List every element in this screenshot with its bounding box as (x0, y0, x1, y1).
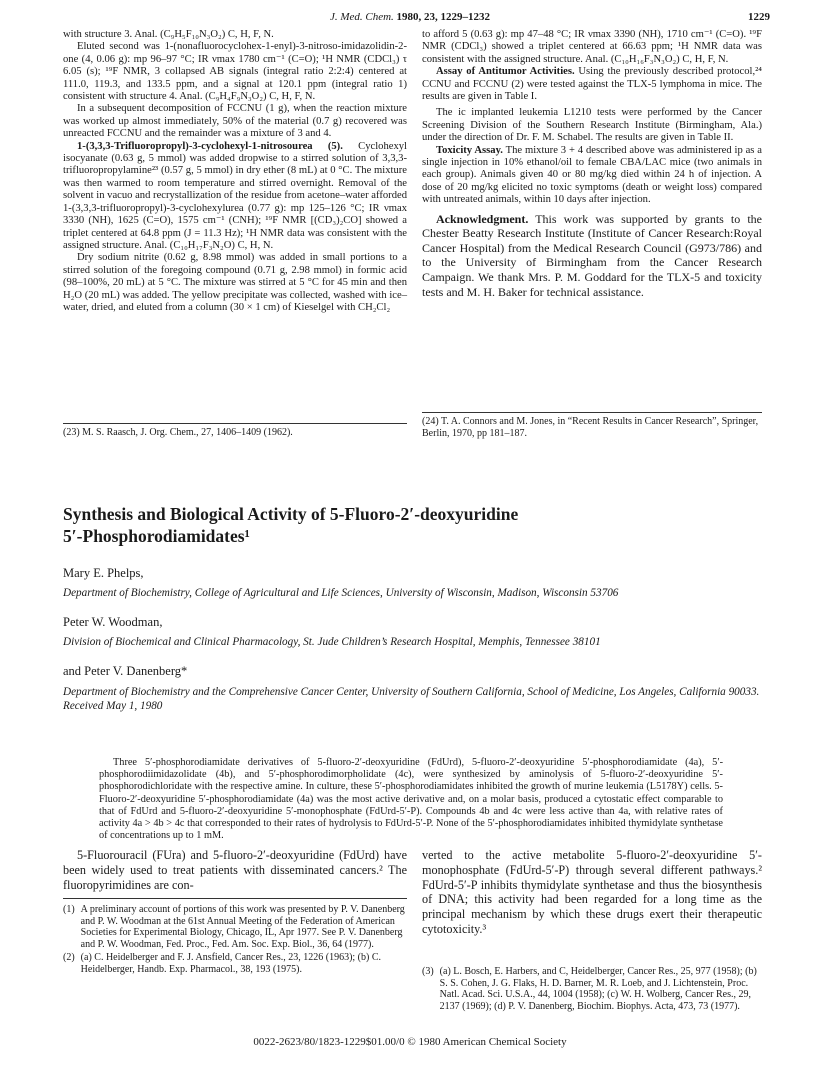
article-title (63, 503, 763, 547)
author-name: and Peter V. Danenberg* (63, 664, 188, 678)
right-column (422, 29, 762, 299)
intro-paragraph-continued: verted to the active metabolite 5-fluoro-2′-deoxyuridine 5′-monophosphate (FdUrd-5′-P) through several different pathways.² FdUrd-5′-P inhibits thymidylate synthetase and thus the biosynthesis of DNA; this activity had been regarded for a long time as the principal mechanism by which these drugs exert their therapeutic cytotoxicity.³ (422, 848, 762, 936)
footnote: (24) T. A. Connors and M. Jones, in “Recent Results in Cancer Research”, Springer, Berlin, 1970, pp 181–187. (422, 416, 759, 439)
paragraph-body: Cyclohexyl isocyanate (0.63 g, 5 mmol) was added dropwise to a stirred solution of 3,3,3-trifluoropropylamine²³ (0.57 g, 5 mmol) in dry ether (8 mL) at 0 °C. The mixture was then warmed to room temperature and stirred overnight. Removal of the solvent in vacuo and recrystallization of the residue from acetone–water afforded 1-(3,3,3-trifluoropropyl)-3-cyclohexylurea (0.77 g): mp 125–126 °C; IR νmax 3330 (NH), 1625 (C=O), 1575 cm⁻¹ (CNH); ¹⁹F NMR [(CD₃)₂CO] showed a triplet centered at 64.8 ppm (J = 11.3 Hz); ¹H NMR data was consistent with the assigned structure. Anal. (C₁₀H₁₇F₃N₂O) C, H, N. (63, 140, 407, 251)
journal-name: J. Med. Chem. (329, 11, 394, 23)
abstract: Three 5′-phosphorodiamidate derivatives of 5-fluoro-2′-deoxyuridine (FdUrd), 5-fluoro-2′-deoxyuridine 5′-phosphorodiamidate (4a), 5′-phosphorodiimidazolidate (4b), and 5′-phosphorodimorpholidate (4c), were synthesized by aminolysis of 5-fluoro-2′-deoxyuridine 5′-phosphorodichloridate with the respective amine. In culture, these 5′-phosphorodiamidates inhibited the growth of murine leukemia (L5178Y) cells. 5-Fluoro-2′-deoxyuridine 5′-phosphorodiamidate (4a) was the most active derivative and, on a molar basis, produced a cytostatic effect comparable to that of FdUrd and 5-fluoro-2′-deoxyuridine 5′-monophosphate (FdUrd-5′-P). Compounds 4b and 4c were less active than 4a, with relative rates of activity 4a > 4b > 4c that corresponded to their rates of hydrolysis to FdUrd-5′-P. None of the 5′-phosphorodiamidates inhibited thymidylate synthetase of concentrations up to 1 mM. (99, 757, 723, 842)
footnote-rule (63, 898, 407, 899)
acknowledgment-heading: Acknowledgment. (436, 211, 529, 226)
running-head (0, 11, 820, 25)
author-affiliation: Division of Biochemical and Clinical Pharmacology, St. Jude Children’s Research Hospital, Memphis, Tennessee 38101 (63, 636, 601, 648)
paragraph: The ic implanted leukemia L1210 tests were performed by the Cancer Screening Division of the Southern Research Institute (Birmingham, Ala.) under the direction of Dr. F. M. Schabel. The results are given in Table II. (422, 107, 762, 144)
paragraph (63, 141, 407, 253)
title-line: Synthesis and Biological Activity of 5-Fluoro-2′-deoxyuridine (63, 504, 519, 524)
footnote (63, 952, 407, 975)
left-column (63, 29, 407, 314)
section-heading: Assay of Antitumor Activities. (436, 66, 575, 78)
copyright-line: 0022-2623/80/1823-1229$01.00/0 © 1980 American Chemical Society (253, 1036, 567, 1048)
footnote-number: (3) (422, 966, 434, 977)
paragraph: Dry sodium nitrite (0.62 g, 8.98 mmol) was added in small portions to a stirred solution of the foregoing compound (0.71 g, 2.98 mmol) in formic acid (98–100%, 20 mL) at 5 °C. The mixture was stirred at 5 °C for 45 min and then H₂O (20 mL) was added. The yellow precipitate was collected, washed with ice–water, dried, and eluted from a column (30 × 1 cm) of Kieselgel with CH₂Cl₂ (63, 252, 407, 313)
paragraph: In a subsequent decomposition of FCCNU (1 g), when the reaction mixture was worked up almost immediately, 50% of the material (0.7 g) recovered was unreacted FCCNU and the remainder was a mixture of 3 and 4. (63, 103, 407, 140)
paragraph: with structure 3. Anal. (C₉H₅F₁₀N₃O₂) C, H, F, N. (63, 29, 274, 40)
intro-paragraph: 5-Fluorouracil (FUra) and 5-fluoro-2′-deoxyuridine (FdUrd) have been widely used to treat patients with disseminated cancers.² The fluoropyrimidines are con- (63, 848, 407, 892)
journal-citation (0, 11, 820, 23)
footnote-text: (a) C. Heidelberger and F. J. Ansfield, Cancer Res., 23, 1226 (1963); (b) C. Heidelberger, Handb. Exp. Pharmacol., 38, 193 (1975). (80, 952, 382, 975)
section-heading: Toxicity Assay. (436, 144, 503, 156)
author-affiliation: Department of Biochemistry and the Comprehensive Cancer Center, University of Southern California, School of Medicine, Los Angeles, California 90033. Received May 1, 1980 (63, 686, 760, 712)
author-name: Mary E. Phelps, (63, 566, 144, 580)
acknowledgment-body: This work was supported by grants to the Chester Beatty Research Institute (Institute of Cancer Research:Royal Cancer Hospital) from the Medical Research Council (G973/786) and to the University of Birmingham from the Cancer Research Campaign. We thank Mrs. P. M. Goddard for the TLX-5 and toxicity tests and M. H. Baker for technical assistance. (422, 211, 762, 299)
footnote-rule (63, 423, 407, 424)
section-heading: 1-(3,3,3-Trifluoropropyl)-3-cyclohexyl-1-nitrosourea (5). (77, 140, 343, 152)
author-affiliation: Department of Biochemistry, College of Agricultural and Life Sciences, University of Wisconsin, Madison, Wisconsin 53706 (63, 587, 619, 599)
paragraph (422, 66, 762, 103)
footnote (422, 966, 762, 1012)
title-line: 5′-Phosphorodiamidates¹ (63, 526, 250, 546)
paragraph-body: The mixture 3 + 4 described above was administered ip as a single injection in 10% ethanol/oil to female CBA/LAC mice (two animals in each group). Animals given 40 or 80 mg/kg died within 24 h of injection. A dose of 20 mg/kg elicited no toxic symptoms (death or weight loss) compared with untreated animals, within 10 days after injection. (422, 144, 762, 206)
footnotes-left (63, 904, 407, 978)
page-number: 1229 (748, 11, 770, 23)
footnote (63, 904, 407, 950)
acknowledgment (422, 212, 762, 300)
footnote-text: A preliminary account of portions of this work was presented by P. V. Danenberg and P. W. Woodman at the 61st Annual Meeting of the Federation of American Societies for Experimental Biology, Chicago, IL, Apr 1977. See P. V. Danenberg and P. W. Woodman, Fed. Proc., Fed. Am. Soc. Exp. Biol., 36, 64 (1977). (80, 904, 405, 950)
footnotes-right (422, 966, 762, 1014)
footnote-number: (2) (63, 952, 75, 964)
volume-info: 1980, 23, 1229–1232 (396, 11, 491, 23)
footnote-rule (422, 412, 762, 413)
footnote: (23) M. S. Raasch, J. Org. Chem., 27, 1406–1409 (1962). (63, 427, 293, 438)
footnote-text: (a) L. Bosch, E. Harbers, and C, Heidelberger, Cancer Res., 25, 977 (1958); (b) S. S. Cohen, J. G. Flaks, H. D. Barner, M. R. Loeb, and J. Lichtenstein, Proc. Natl. Acad. Sci. U.S.A., 44, 1004 (1958); (c) W. H. Wolberg, Cancer Res., 29, 2137 (1969); (d) P. V. Danenberg, Biochim. Biophys. Acta, 473, 73 (1977). (439, 966, 757, 1012)
footnote-number: (1) (63, 904, 75, 915)
author-name: Peter W. Woodman, (63, 615, 163, 629)
paragraph-body: Using the previously described protocol,²⁴ CCNU and FCCNU (2) were tested against the TLX-5 lymphoma in mice. The results are given in Table I. (422, 66, 762, 103)
paragraph: Eluted second was 1-(nonafluorocyclohex-1-enyl)-3-nitroso-imidazolidin-2-one (4, 0.06 g): mp 96–97 °C; IR νmax 1780 cm⁻¹ (C=O); ¹H NMR (CDCl₃) τ 6.05 (s); ¹⁹F NMR, 3 collapsed AB signals (integral ratio 2:2:4) centered at 111.0, 119.3, and 133.5 ppm, and a signal at 120.1 ppm (integral ratio 1) consistent with structure 4. Anal. (C₉H₄F₉N₃O₂) C, H, F, N. (63, 41, 407, 103)
paragraph: to afford 5 (0.63 g): mp 47–48 °C; IR νmax 3390 (NH), 1710 cm⁻¹ (C=O). ¹⁹F NMR (CDCl₃) showed a triplet centered at 66.63 ppm; ¹H NMR data was consistent with the assigned structure. Anal. (C₁₀H₁₆F₃N₃O₂) C, H, F, N. (422, 29, 762, 65)
paragraph (422, 145, 762, 207)
